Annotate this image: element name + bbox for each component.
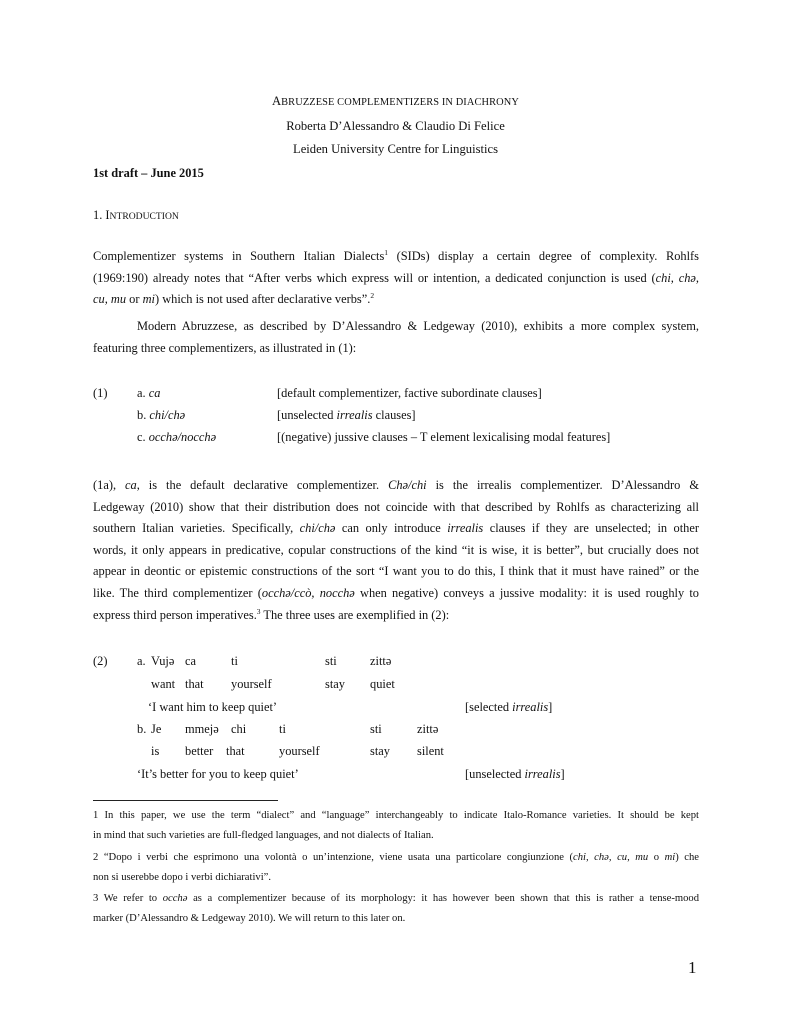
section-number: 1. I xyxy=(93,208,110,222)
title-initial: A xyxy=(272,94,282,108)
footnote-3-line-1 xyxy=(93,889,699,909)
ex2a-gloss: want xyxy=(151,677,176,691)
p3-line-5: appear in deontic or epistemic constructions of the sort “I want you to do this, I think that it must have rained” or the xyxy=(93,564,699,579)
footnote-2 xyxy=(93,848,699,888)
ex2b-word: Je xyxy=(151,722,162,736)
ex2a-gloss: quiet xyxy=(370,677,395,691)
authors: Roberta D’Alessandro & Claudio Di Felice xyxy=(286,119,505,133)
example-1a-form xyxy=(137,386,160,401)
ex2a-gloss: stay xyxy=(325,677,345,691)
ex2b-word: zittə xyxy=(417,722,439,736)
p3-line-2: Ledgeway (2010) show that their distribution does not coincide with that described by Rohlfs as characterizing all xyxy=(93,499,699,514)
ex2a-tag xyxy=(465,700,552,715)
intro-line-3 xyxy=(93,289,699,311)
ex2b-gloss: yourself xyxy=(279,744,320,758)
text-span: when negative) conveys a jussive modality: it is used roughly to xyxy=(354,585,700,600)
paragraph-modern-abruzzese xyxy=(93,316,699,359)
ex2a-word: sti xyxy=(325,654,337,668)
ex2a-word: Vujə xyxy=(151,654,175,668)
text-span: [unselected xyxy=(465,767,525,781)
footnote-3 xyxy=(93,889,699,929)
italic-span: chi, chə, cu, mu xyxy=(573,852,649,863)
example-2b-label: b. xyxy=(137,722,147,736)
example-1a-gloss: [default complementizer, factive subordinate clauses] xyxy=(277,386,542,400)
footnote-3-line-2: marker (D’Alessandro & Ledgeway 2010). We will return to this later on. xyxy=(93,913,406,924)
ex2a-gloss: yourself xyxy=(231,677,272,691)
footnote-1-line-2: in mind that such varieties are full-fledged languages, and not dialects of Italian. xyxy=(93,830,434,841)
text-span: Complementizer systems in Southern Italian Dialects xyxy=(93,249,385,263)
ex2a-gloss: that xyxy=(185,677,204,691)
intro-line-2 xyxy=(93,268,699,290)
italic-span: occhə/ccò, nocchə xyxy=(261,585,355,600)
text-span: clauses if they are unselected; in other xyxy=(483,521,699,536)
ex2a-word: ca xyxy=(185,654,196,668)
text-span: can only introduce xyxy=(335,521,448,536)
italic-span: chi, chə, xyxy=(655,270,700,285)
footnote-separator xyxy=(93,800,278,801)
footnote-ref-1[interactable]: 1 xyxy=(384,248,389,257)
text-span: ) che xyxy=(675,852,700,863)
footnote-1-line-1: 1 In this paper, we use the term “dialect” and “language” interchangeably to indicate Italo-Romance varieties. It should be kept xyxy=(93,810,699,821)
p3-line-4: words, it only appears in predicative, copular constructions of the kind “it is wise, it is better”, but crucially does not xyxy=(93,542,699,557)
ex2b-gloss: that xyxy=(226,744,245,758)
footnote-ref-2[interactable]: 2 xyxy=(370,291,375,301)
italic-span: chi/chə xyxy=(149,408,186,422)
intro-line-1 xyxy=(93,246,699,268)
example-1-number: (1) xyxy=(93,386,108,400)
italic-span: occhə/nocchə xyxy=(148,430,217,444)
italic-span: occhə xyxy=(162,893,188,904)
p2-line-2: featuring three complementizers, as illustrated in (1): xyxy=(93,340,357,355)
italic-span: mi xyxy=(142,292,155,307)
ex2b-word: chi xyxy=(231,722,247,736)
text-span: clauses] xyxy=(372,408,416,422)
p3-line-6 xyxy=(93,583,699,605)
text-span: (SIDs) display a certain degree of complexity. Rohlfs xyxy=(388,249,699,263)
text-span: is the irrealis complementizer. D’Alessandro & xyxy=(426,478,699,492)
text-span: southern Italian varieties. Specifically, xyxy=(93,521,300,536)
text-span: 2 “Dopo i verbi che esprimono una volontà o un’intenzione, viene usata una particolare congiunzione ( xyxy=(93,852,574,863)
ex2b-gloss: is xyxy=(151,744,160,758)
text-span: [selected xyxy=(465,700,513,714)
text-span: ) which is not used after declarative verbs”. xyxy=(154,292,371,307)
ex2a-word: zittə xyxy=(370,654,392,668)
text-span: The three uses are exemplified in (2): xyxy=(260,607,450,622)
footnote-2-line-2: non si userebbe dopo i verbi dichiarativi”. xyxy=(93,872,271,883)
title-rest: BRUZZESE COMPLEMENTIZERS IN DIACHRONY xyxy=(281,97,519,108)
ex2b-translation: ‘It’s better for you to keep quiet’ xyxy=(137,767,299,781)
text-span: ] xyxy=(548,700,553,714)
italic-span: ca xyxy=(125,478,137,492)
ex2b-word: ti xyxy=(279,722,286,736)
example-1b-gloss xyxy=(277,408,416,423)
p2-line-1: Modern Abruzzese, as described by D’Alessandro & Ledgeway (2010), exhibits a more complex system, xyxy=(137,319,699,333)
draft-date: 1st draft – June 2015 xyxy=(93,166,204,180)
example-2-number: (2) xyxy=(93,654,108,668)
text-span: like. The third complementizer ( xyxy=(93,585,262,600)
page-number: 1 xyxy=(688,958,697,977)
section-title: NTRODUCTION xyxy=(109,211,179,222)
ex2b-gloss: silent xyxy=(417,744,444,758)
intro-paragraph xyxy=(93,246,699,311)
p3-line-1 xyxy=(93,475,699,497)
ex2a-translation: ‘I want him to keep quiet’ xyxy=(148,700,278,714)
italic-span: chi/chə xyxy=(299,521,336,536)
ex2b-gloss: stay xyxy=(370,744,390,758)
ex2b-gloss: better xyxy=(185,744,214,758)
example-2a-label: a. xyxy=(137,654,146,668)
italic-span: irrealis xyxy=(336,408,373,422)
footnote-1 xyxy=(93,806,699,846)
footnote-ref-3[interactable]: 3 xyxy=(256,606,261,616)
text-span: express third person imperatives. xyxy=(93,607,257,622)
italic-span: irrealis xyxy=(512,700,549,714)
p3-line-3 xyxy=(93,518,699,540)
label: b. xyxy=(137,408,150,422)
paragraph-complementizers xyxy=(93,475,699,626)
ex2b-word: mmejə xyxy=(185,722,219,736)
text-span: (1969:190) already notes that “After verbs which express will or intention, a dedicated conjunction is used ( xyxy=(93,270,656,285)
text-span: ] xyxy=(560,767,565,781)
ex2b-word: sti xyxy=(370,722,382,736)
ex2b-tag xyxy=(465,767,565,782)
label: a. xyxy=(137,386,149,400)
text-span: 3 We refer to xyxy=(93,893,163,904)
label: c. xyxy=(137,430,149,444)
section-heading xyxy=(93,208,179,223)
ex2a-word: ti xyxy=(231,654,238,668)
p3-line-7 xyxy=(93,605,699,627)
text-span: or xyxy=(126,292,143,307)
example-1c-gloss: [(negative) jussive clauses – T element lexicalising modal features] xyxy=(277,430,611,444)
italic-span: irrealis xyxy=(447,521,484,536)
example-1c-form xyxy=(137,430,216,445)
italic-span: ca xyxy=(148,386,161,400)
example-1b-form xyxy=(137,408,185,423)
text-span: [unselected xyxy=(277,408,337,422)
italic-span: irrealis xyxy=(524,767,561,781)
text-span: as a complementizer because of its morphology: it has however been shown that this is rather a tense-mood xyxy=(187,893,699,904)
affiliation: Leiden University Centre for Linguistics xyxy=(293,142,498,156)
paper-title xyxy=(0,94,791,109)
text-span: (1a), xyxy=(93,478,126,492)
text-span: o xyxy=(648,852,665,863)
italic-span: mi xyxy=(664,852,676,863)
italic-span: cu, mu xyxy=(93,292,127,307)
text-span: , is the default declarative complementizer. xyxy=(136,478,389,492)
footnote-2-line-1 xyxy=(93,848,699,868)
italic-span: Chə/chi xyxy=(388,478,427,492)
